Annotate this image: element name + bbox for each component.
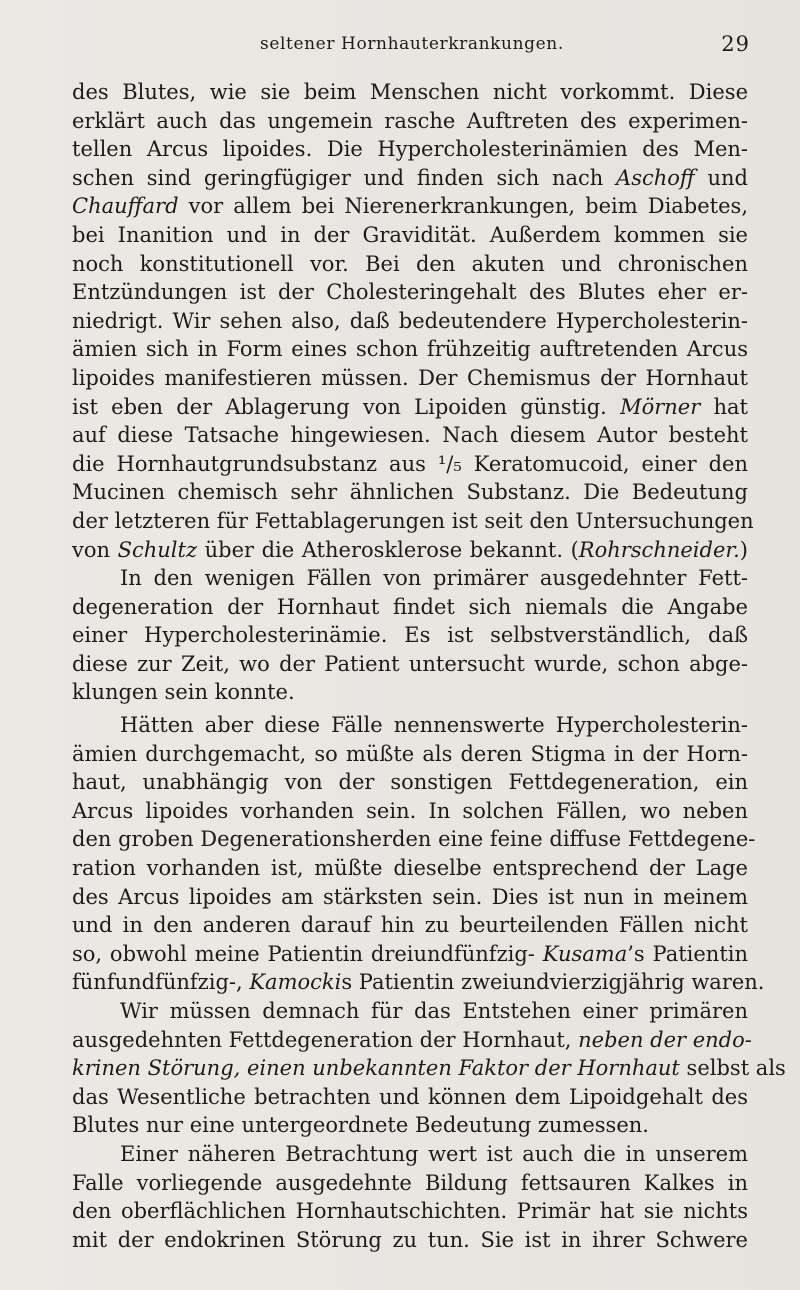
text-line xyxy=(72,1054,786,1083)
line-text: und in den anderen darauf hin zu beurteilenden Fällen nicht xyxy=(72,913,748,938)
line-text: ämien durchgemacht, so müßte als deren Stigma in der Horn- xyxy=(72,741,748,766)
line-text: so, obwohl meine Patientin dreiundfünfzig- xyxy=(72,941,543,966)
line-text: Mucinen chemisch sehr ähnlichen Substanz. Die Bedeutung xyxy=(72,480,748,505)
text-line xyxy=(72,135,748,164)
line-text: Arcus lipoides vorhanden sein. In solchen Fällen, wo neben xyxy=(72,798,748,823)
text-line xyxy=(72,768,748,797)
italic-text: Rohrschneider. xyxy=(578,537,740,562)
line-text: und xyxy=(694,165,748,190)
line-text: das Wesentliche betrachten und können dem Lipoidgehalt des xyxy=(72,1084,748,1109)
text-line xyxy=(72,164,748,193)
running-title: seltener Hornhauterkrankungen. xyxy=(260,34,564,54)
line-text: ) xyxy=(739,537,748,562)
line-text: hat xyxy=(700,394,748,419)
line-text: niedrigt. Wir sehen also, daß bedeutendere Hypercholesterin- xyxy=(72,308,748,333)
italic-text: Kusama xyxy=(542,941,628,966)
italic-text: Chauffard xyxy=(72,194,179,219)
body-text xyxy=(72,78,786,1254)
running-header xyxy=(0,28,800,60)
line-text: ausgedehnten Fettdegeneration der Hornhaut, xyxy=(72,1027,579,1052)
line-text: s Patientin zweiundvierzigjährig waren. xyxy=(341,970,765,995)
text-line xyxy=(72,107,748,136)
text-line xyxy=(72,678,748,707)
line-text: tellen Arcus lipoides. Die Hypercholesterinämien des Men- xyxy=(72,137,748,162)
text-line xyxy=(72,364,748,393)
line-text: bei Inanition und in der Gravidität. Außerdem kommen sie xyxy=(72,222,748,247)
line-text: von xyxy=(72,537,118,562)
text-line xyxy=(72,650,748,679)
text-line xyxy=(72,740,748,769)
text-line xyxy=(72,997,748,1026)
italic-text: Aschoff xyxy=(616,165,695,190)
line-text: selbst als xyxy=(679,1056,786,1081)
text-line xyxy=(72,393,748,422)
text-line xyxy=(72,507,754,536)
text-line xyxy=(72,421,748,450)
line-text: die Hornhautgrundsubstanz aus ¹/₅ Keratomucoid, einer den xyxy=(72,451,748,476)
line-text: vor allem bei Nierenerkrankungen, beim Diabetes, xyxy=(178,194,748,219)
line-text: Falle vorliegende ausgedehnte Bildung fettsauren Kalkes in xyxy=(72,1170,748,1195)
line-text: In den wenigen Fällen von primärer ausgedehnter Fett- xyxy=(120,566,748,591)
text-line xyxy=(72,797,748,826)
text-line xyxy=(72,911,748,940)
text-line xyxy=(72,1111,748,1140)
text-line xyxy=(72,564,748,593)
line-text: ämien sich in Form eines schon frühzeitig auftretenden Arcus xyxy=(72,337,748,362)
text-line xyxy=(72,250,748,279)
text-line xyxy=(72,278,748,307)
line-text: noch konstitutionell vor. Bei den akuten und chronischen xyxy=(72,251,748,276)
text-line xyxy=(72,450,748,479)
line-text: klungen sein konnte. xyxy=(72,680,295,705)
line-text: fünfundfünfzig-, xyxy=(72,970,250,995)
text-line xyxy=(72,593,748,622)
text-line xyxy=(72,335,748,364)
text-line xyxy=(72,1197,748,1226)
line-text: der letzteren für Fettablagerungen ist seit den Untersuchungen xyxy=(72,508,754,533)
line-text: des Blutes, wie sie beim Menschen nicht vorkommt. Diese xyxy=(72,80,748,104)
text-line xyxy=(72,940,748,969)
line-text: haut, unabhängig von der sonstigen Fettdegeneration, ein xyxy=(72,770,748,795)
line-text: Einer näheren Betrachtung wert ist auch die in unserem xyxy=(120,1141,748,1166)
line-text: den oberflächlichen Hornhautschichten. Primär hat sie nichts xyxy=(72,1199,748,1224)
text-line xyxy=(72,307,748,336)
italic-text: neben der endo- xyxy=(578,1027,752,1052)
line-text: Entzündungen ist der Cholesteringehalt des Blutes eher er- xyxy=(72,280,748,305)
text-line xyxy=(72,1083,748,1112)
line-text: erklärt auch das ungemein rasche Auftreten des experimen- xyxy=(72,108,748,133)
line-text: Blutes nur eine untergeordnete Bedeutung zumessen. xyxy=(72,1113,649,1138)
italic-text: Kamocki xyxy=(249,970,342,995)
line-text: lipoides manifestieren müssen. Der Chemismus der Hornhaut xyxy=(72,365,748,390)
line-text: ration vorhanden ist, müßte dieselbe entsprechend der Lage xyxy=(72,856,748,881)
text-line xyxy=(72,1026,752,1055)
line-text: des Arcus lipoides am stärksten sein. Dies ist nun in meinem xyxy=(72,884,748,909)
text-line xyxy=(72,478,748,507)
line-text: schen sind geringfügiger und finden sich nach xyxy=(72,165,617,190)
text-line xyxy=(72,221,748,250)
line-text: Hätten aber diese Fälle nennenswerte Hypercholesterin- xyxy=(120,713,748,738)
line-text: degeneration der Hornhaut findet sich niemals die Angabe xyxy=(72,594,748,619)
line-text: den groben Degenerationsherden eine feine diffuse Fettdegene- xyxy=(72,827,756,852)
text-line xyxy=(72,1169,748,1198)
line-text: ’s Patientin xyxy=(627,941,748,966)
italic-text: Mörner xyxy=(620,394,701,419)
line-text: ist eben der Ablagerung von Lipoiden günstig. xyxy=(72,394,621,419)
text-line xyxy=(72,1226,748,1255)
line-text: auf diese Tatsache hingewiesen. Nach diesem Autor besteht xyxy=(72,423,748,448)
text-line xyxy=(72,78,748,107)
line-text: einer Hypercholesterinämie. Es ist selbstverständlich, daß xyxy=(72,623,748,648)
line-text: über die Atherosklerose bekannt. ( xyxy=(197,537,579,562)
text-line xyxy=(72,536,748,565)
text-line xyxy=(72,883,748,912)
text-line xyxy=(72,854,748,883)
italic-text: krinen Störung, einen unbekannten Faktor der Hornhaut xyxy=(72,1056,680,1081)
text-line xyxy=(72,711,748,740)
text-line xyxy=(72,621,748,650)
italic-text: Schultz xyxy=(117,537,198,562)
text-line xyxy=(72,192,748,221)
text-line xyxy=(72,1140,748,1169)
line-text: diese zur Zeit, wo der Patient untersucht wurde, schon abge- xyxy=(72,651,748,676)
page-number: 29 xyxy=(721,32,750,56)
line-text: mit der endokrinen Störung zu tun. Sie ist in ihrer Schwere xyxy=(72,1227,748,1252)
line-text: Wir müssen demnach für das Entstehen einer primären xyxy=(120,999,748,1023)
text-line xyxy=(72,825,756,854)
text-line xyxy=(72,968,765,997)
